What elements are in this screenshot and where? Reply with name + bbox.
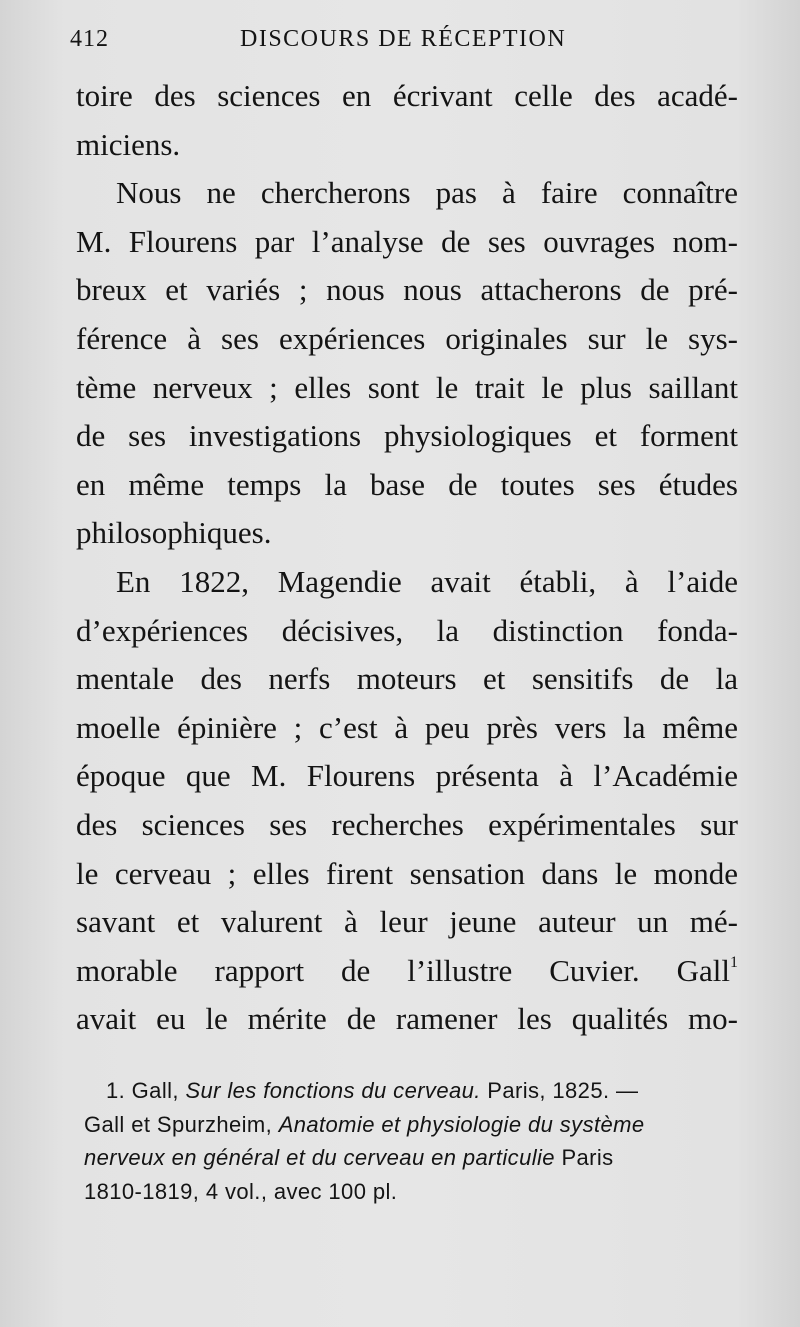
running-title: DISCOURS DE RÉCEPTION [240, 26, 567, 52]
footnote-line: 1810-1819, 4 vol., avec 100 pl. [84, 1178, 398, 1204]
body-line: époque que M. Flourens présenta à l’Académie [76, 758, 738, 794]
footnote-line: 1. Gall, Sur les fonctions du cerveau. Paris, 1825. — [106, 1078, 639, 1103]
body-text [76, 72, 738, 1044]
footnote-line: nerveux en général et du cerveau en particulie Paris [84, 1145, 614, 1170]
footnote-title: nerveux en général et du cerveau en particulie [84, 1145, 555, 1170]
body-line-with-note-ref [76, 947, 738, 996]
body-line: le cerveau ; elles firent sensation dans le monde [76, 855, 738, 891]
footnote [84, 1074, 746, 1208]
footnote-reference: 1 [730, 953, 738, 971]
footnote-line: Gall et Spurzheim, Anatomie et physiologie du système [84, 1111, 645, 1137]
body-line: toire des sciences en écrivant celle des acadé- [76, 78, 738, 113]
body-line: breux et variés ; nous nous attacherons de pré- [76, 272, 738, 308]
body-line: En 1822, Magendie avait établi, à l’aide [116, 563, 738, 599]
body-line: d’expériences décisives, la distinction fonda- [76, 612, 738, 648]
body-line: M. Flourens par l’analyse de ses ouvrages nom- [76, 223, 738, 259]
body-line: des sciences ses recherches expérimentales sur [76, 806, 738, 842]
body-line: en même temps la base de toutes ses études [76, 466, 738, 502]
body-line: mentale des nerfs moteurs et sensitifs de la [76, 661, 738, 697]
running-header [70, 26, 740, 62]
body-line: de ses investigations physiologiques et forment [76, 418, 738, 454]
body-line: avait eu le mérite de ramener les qualités mo- [76, 1001, 738, 1037]
body-line-text: morable rapport de l’illustre Cuvier. Gall [76, 952, 730, 988]
body-line: tème nerveux ; elles sont le trait le plus saillant [76, 369, 738, 405]
body-line: miciens. [76, 126, 181, 162]
body-line: moelle épinière ; c’est à peu près vers la même [76, 709, 738, 745]
body-line: Nous ne chercherons pas à faire connaître [116, 175, 738, 211]
footnote-title: Anatomie et physiologie du système [278, 1111, 645, 1137]
footnote-number: 1. [106, 1078, 126, 1103]
body-line: savant et valurent à leur jeune auteur un mé- [76, 904, 738, 940]
footnote-title: Sur les fonctions du cerveau. [185, 1078, 481, 1103]
body-line: férence à ses expériences originales sur le sys- [76, 320, 738, 356]
body-line: philosophiques. [76, 515, 272, 551]
page-number: 412 [70, 26, 109, 52]
